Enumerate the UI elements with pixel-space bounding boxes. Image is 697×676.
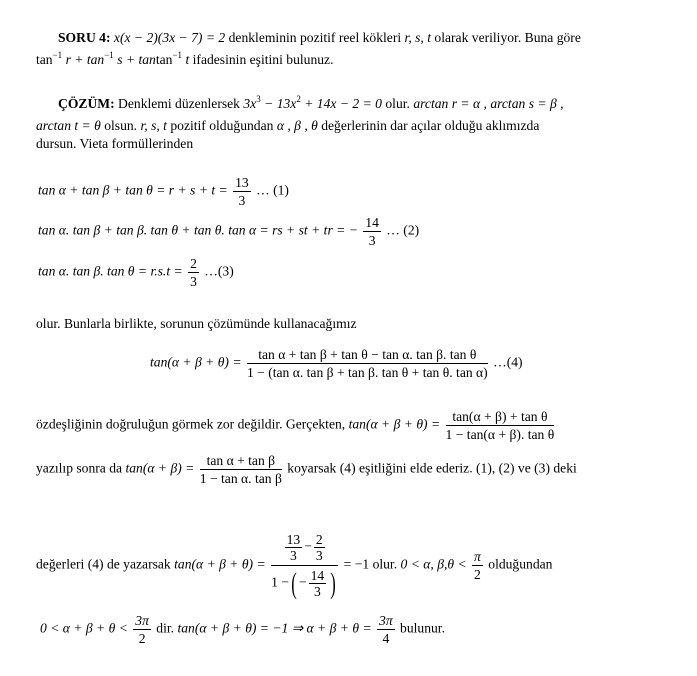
para3-fraction — [446, 408, 555, 443]
equation-1 — [38, 174, 289, 209]
para5-big-den — [271, 566, 338, 599]
para-3 — [36, 408, 556, 443]
solution-label: ÇÖZÜM: — [58, 96, 115, 111]
para6-d2: 4 — [382, 631, 390, 646]
para3-lhs: tan(α + β + θ) = — [348, 416, 441, 432]
para5-pi-den: 2 — [474, 567, 481, 582]
cubic-sup3: 3 — [256, 94, 261, 104]
para4-lhs: tan(α + β) = — [125, 460, 195, 476]
right-paren: ) — [330, 566, 336, 600]
eq2-den: 3 — [368, 233, 376, 248]
para5-n3: 14 — [310, 568, 325, 583]
para4-den: 1 − tan α. tan β — [199, 471, 282, 486]
expr-tan-3: tan — [155, 52, 173, 67]
eq4-tag: …(4) — [493, 354, 523, 370]
expr-sup-2: −1 — [104, 50, 114, 60]
eq1-num: 13 — [235, 175, 249, 190]
para5-frac-2-3 — [314, 532, 325, 563]
para-4 — [36, 452, 577, 487]
eq1-tag: … (1) — [256, 182, 289, 198]
cubic-c: + 14x − 2 = 0 — [300, 96, 382, 111]
para6-frac-2 — [377, 612, 395, 647]
solution-line-2 — [36, 118, 539, 134]
solution-text-4: r, s, t — [140, 118, 167, 133]
para4-text-2: koyarsak (4) eşitliğini elde ederiz. (1), (2) ve (3) deki — [287, 460, 577, 476]
expr-sup-1: −1 — [52, 50, 63, 60]
question-line-1 — [58, 30, 581, 46]
question-roots: r, s, t — [404, 30, 431, 45]
eq2-num: 14 — [365, 215, 379, 230]
eq1-fraction — [233, 174, 251, 209]
eq1-lhs: tan α + tan β + tan θ = r + s + t = — [38, 182, 228, 198]
para5-pi-num: π — [474, 549, 481, 564]
para3-num: tan(α + β) + tan θ — [446, 408, 555, 426]
para4-num: tan α + tan β — [200, 452, 282, 470]
para5-d1: 3 — [290, 548, 297, 563]
def-t: arctan t = θ — [36, 118, 101, 133]
para5-n2: 2 — [315, 532, 323, 547]
solution-text-3: olsun. — [104, 118, 138, 133]
para5-n1: 13 — [286, 532, 301, 547]
para-6 — [40, 612, 445, 647]
para6-frac-1 — [133, 612, 151, 647]
eq3-lhs: tan α. tan β. tan θ = r.s.t = — [38, 263, 183, 279]
para6-d1: 2 — [138, 631, 146, 646]
para6-text-1: dir. — [156, 620, 175, 636]
eq2-tag: … (2) — [386, 222, 420, 238]
para5-frac-14-3 — [309, 568, 327, 599]
eq3-tag: …(3) — [204, 263, 234, 279]
para5-result: = −1 — [343, 556, 370, 572]
def-s: arctan s = β , — [490, 96, 564, 111]
para5-text-3: olduğundan — [488, 556, 553, 572]
eq3-num: 2 — [190, 256, 197, 271]
para2-text: olur. Bunlarla birlikte, sorunun çözümünde kullanacağımız — [36, 316, 357, 331]
solution-text-7: dursun. Vieta formüllerinden — [36, 136, 194, 151]
expr-t: t — [185, 52, 190, 67]
question-text-2: olarak veriliyor. Buna göre — [434, 30, 581, 45]
eq2-fraction — [363, 214, 381, 249]
solution-text-2: olur. — [385, 96, 410, 111]
eq4-lhs: tan(α + β + θ) = — [150, 354, 242, 370]
left-paren: ( — [291, 566, 297, 600]
question-line-2 — [36, 52, 333, 68]
question-text-1: denkleminin pozitif reel kökleri — [228, 30, 402, 45]
expr-s: s + tan — [117, 52, 156, 67]
eq3-fraction — [188, 255, 199, 290]
eq3-den: 3 — [190, 274, 197, 289]
para5-text-2: olur. — [372, 556, 398, 572]
solution-text-1: Denklemi düzenlersek — [118, 96, 240, 111]
para5-d2: 3 — [315, 548, 323, 563]
para5-big-fraction — [271, 532, 338, 599]
expr-tan-1: tan — [36, 52, 53, 67]
equation-2 — [38, 214, 419, 249]
para6-text-2: bulunur. — [400, 620, 445, 636]
def-r: arctan r = α , — [413, 96, 487, 111]
question-equation: x(x − 2)(3x − 7) = 2 — [113, 30, 226, 45]
para5-minus: − — [304, 538, 312, 554]
cubic-b: − 13x — [260, 96, 297, 111]
para5-lhs: tan(α + β + θ) = — [174, 556, 266, 572]
para5-text-1: değerleri (4) de yazarsak — [36, 556, 171, 572]
para3-den: 1 − tan(α + β). tan θ — [445, 427, 555, 442]
question-text-3: ifadesinin eşitini bulunuz. — [192, 52, 334, 67]
expr-sup-3: −1 — [172, 50, 183, 60]
para5-pi-fraction — [472, 548, 483, 583]
eq2-lhs: tan α. tan β + tan β. tan θ + tan θ. tan α = rs + st + tr = − — [38, 222, 358, 238]
para4-fraction — [200, 452, 282, 487]
solution-line-1 — [58, 96, 564, 112]
solution-text-5: pozitif olduğundan — [170, 118, 274, 133]
para5-frac-13-3 — [285, 532, 303, 563]
cubic-sup2: 2 — [296, 94, 301, 104]
para3-text: özdeşliğinin doğruluğun görmek zor değildir. Gerçekten, — [36, 416, 346, 432]
para-5 — [36, 532, 552, 599]
eq4-num: tan α + tan β + tan θ − tan α. tan β. tan θ — [247, 346, 488, 364]
para6-n2: 3π — [379, 613, 393, 628]
eq4-den: 1 − (tan α. tan β + tan β. tan θ + tan θ. tan α) — [246, 365, 488, 380]
para-2 — [36, 316, 357, 332]
eq1-den: 3 — [238, 193, 246, 208]
para5-inner-minus: − — [298, 574, 307, 590]
equation-4 — [150, 346, 523, 381]
expr-r: r + tan — [65, 52, 105, 67]
solution-text-6: değerlerinin dar açılar olduğu aklımızda — [321, 118, 540, 133]
para5-den-prefix: 1 − — [271, 574, 289, 590]
para5-big-num — [271, 532, 338, 566]
para5-d3: 3 — [314, 584, 321, 599]
para6-ineq: 0 < α + β + θ < — [40, 620, 128, 636]
cubic-a: 3x — [243, 96, 257, 111]
eq4-fraction — [247, 346, 488, 381]
para6-impl: tan(α + β + θ) = −1 ⇒ α + β + θ = — [177, 620, 372, 636]
para6-n1: 3π — [135, 613, 149, 628]
para4-text-1: yazılıp sonra da — [36, 460, 123, 476]
para5-ineq: 0 < α, β,θ < — [400, 556, 467, 572]
solution-angles: α , β , θ — [276, 118, 318, 133]
equation-3 — [38, 255, 234, 290]
solution-line-3 — [36, 136, 193, 152]
question-label: SORU 4: — [58, 30, 111, 45]
